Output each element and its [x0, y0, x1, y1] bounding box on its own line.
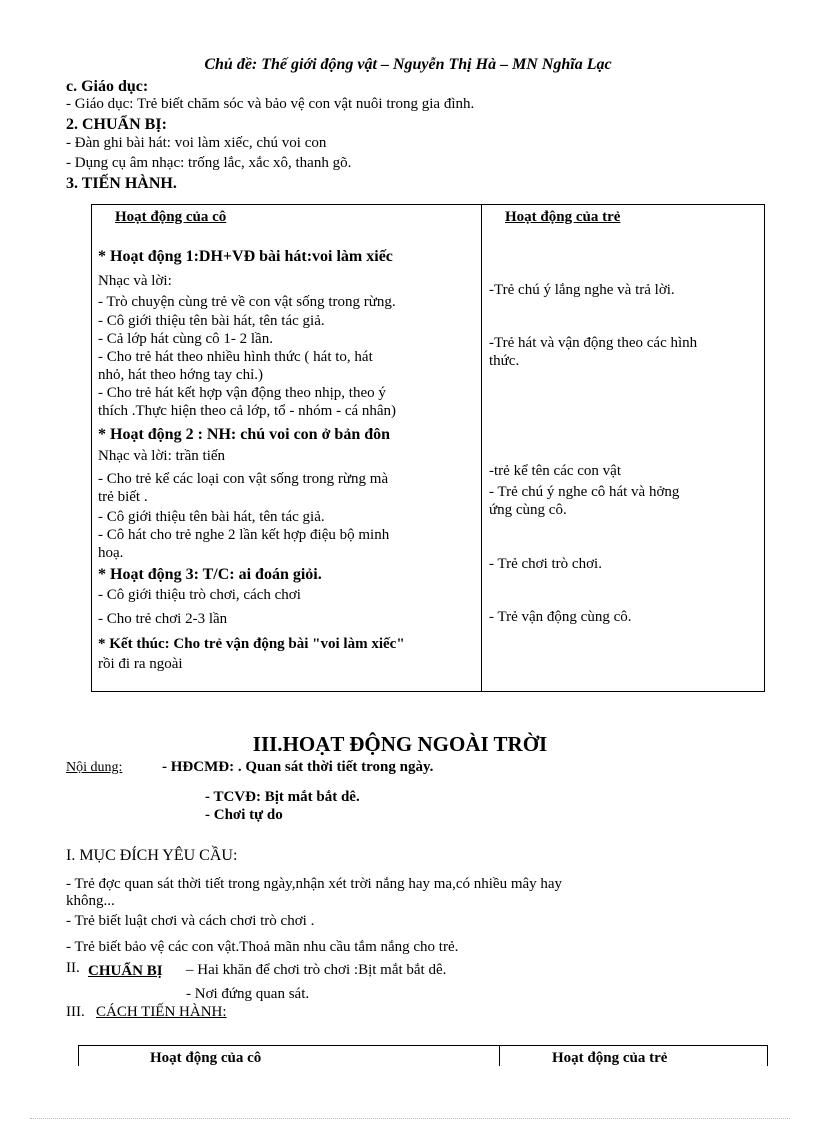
chuan-bi-heading: CHUẨN BỊ	[88, 963, 163, 979]
activity-line: - Cô giới thiệu tên bài hát, tên tác giả.	[98, 313, 325, 329]
chuan-bi-line: – Hai khăn để chơi trò chơi :Bịt mắt bắt dê.	[186, 962, 447, 978]
cach-tien-hanh-prefix: III.	[66, 1004, 85, 1020]
activity-line: Nhạc và lời: trần tiến	[98, 448, 226, 464]
activity-line: - Cô giới thiệu tên bài hát, tên tác giả.	[98, 509, 325, 525]
activity-line: * Hoạt động 2 : NH: chú voi con ở bản đôn	[98, 426, 391, 443]
section-c-text: - Giáo dục: Trẻ biết chăm sóc và bảo vệ con vật nuôi trong gia đình.	[66, 96, 475, 112]
child-activity-line: - Trẻ chơi trò chơi.	[489, 556, 602, 572]
section-3-heading: 3. TIẾN HÀNH.	[66, 175, 177, 192]
activity-line: - Cô giới thiệu trò chơi, cách chơi	[98, 587, 301, 603]
child-activity-line: - Trẻ chú ý nghe cô hát và hởng	[489, 484, 680, 500]
section-2-heading: 2. CHUẨN BỊ:	[66, 116, 167, 133]
activity-line: - Cho trẻ chơi 2-3 lần	[98, 611, 228, 627]
activity-line: - Cả lớp hát cùng cô 1- 2 lần.	[98, 331, 273, 347]
activity-line: * Hoạt động 1:DH+VĐ bài hát:voi làm xiếc	[98, 248, 393, 265]
page-footer-divider	[30, 1118, 790, 1119]
child-activity-line: thức.	[489, 353, 520, 369]
activity-line: Nhạc và lời:	[98, 273, 172, 289]
section-2-line2: - Dụng cụ âm nhạc: trống lắc, xắc xô, thanh gõ.	[66, 155, 352, 171]
table2-col2-header: Hoạt động của trẻ	[552, 1050, 668, 1066]
cach-tien-hanh-heading: CÁCH TIẾN HÀNH:	[96, 1004, 227, 1020]
child-activity-line: ứng cùng cô.	[489, 502, 567, 518]
activity-line: - Cho trẻ kể các loại con vật sống trong rừng mà	[98, 471, 389, 487]
child-activity-line: -Trẻ hát và vận động theo các hình	[489, 335, 698, 351]
activity-line: rồi đi ra ngoài	[98, 656, 183, 672]
child-activity-line: -Trẻ chú ý lắng nghe và trả lời.	[489, 282, 675, 298]
muc-dich-line: - Trẻ biết luật chơi và cách chơi trò chơi .	[66, 913, 315, 929]
section-2-line1: - Đàn ghi bài hát: voi làm xiếc, chú voi con	[66, 135, 327, 151]
table2-col1-header: Hoạt động của cô	[150, 1050, 262, 1066]
chuan-bi-line: - Nơi đứng quan sát.	[186, 986, 310, 1002]
muc-dich-line: - Trẻ biết bảo vệ các con vật.Thoả mãn nhu cầu tắm nắng cho trẻ.	[66, 939, 459, 955]
child-activity-line: -trẻ kể tên các con vật	[489, 463, 622, 479]
choi-tu-do-line: - Chơi tự do	[205, 807, 283, 823]
chuan-bi-prefix: II.	[66, 960, 80, 976]
hdcmd-line: - HĐCMĐ: . Quan sát thời tiết trong ngày.	[162, 759, 434, 775]
activity-line: hoạ.	[98, 545, 124, 561]
activity-line: trẻ biết .	[98, 489, 148, 505]
muc-dich-heading: I. MỤC ĐÍCH YÊU CẦU:	[66, 847, 238, 864]
table1-col2-header: Hoạt động của trẻ	[505, 209, 621, 225]
muc-dich-line: không...	[66, 893, 115, 909]
activity-line: * Kết thúc: Cho trẻ vận động bài "voi làm xiếc"	[98, 636, 405, 652]
activity-line: - Trò chuyện cùng trẻ về con vật sống trong rừng.	[98, 294, 396, 310]
noi-dung-label: Nội dung:	[66, 760, 123, 775]
activity-line: - Cô hát cho trẻ nghe 2 lần kết hợp điệu bộ minh	[98, 527, 390, 543]
table-divider	[481, 204, 482, 691]
activity-line: - Cho trẻ hát theo nhiều hình thức ( hát to, hát	[98, 349, 373, 365]
section-c-heading: c. Giáo dục:	[66, 78, 149, 95]
activity-line: * Hoạt động 3: T/C: ai đoán giỏi.	[98, 566, 322, 583]
muc-dich-line: - Trẻ đợc quan sát thời tiết trong ngày,nhận xét trời nắng hay ma,có nhiều mây hay	[66, 876, 563, 892]
table1-col1-header: Hoạt động của cô	[115, 209, 227, 225]
outdoor-table-divider	[499, 1045, 500, 1066]
page-header: Chủ đề: Thế giới động vật – Nguyễn Thị Hà – MN Nghĩa Lạc	[204, 56, 612, 73]
activity-line: thích .Thực hiện theo cả lớp, tổ - nhóm - cá nhân)	[98, 403, 397, 419]
outdoor-title: III.HOẠT ĐỘNG NGOÀI TRỜI	[252, 732, 548, 756]
activity-line: - Cho trẻ hát kết hợp vận động theo nhịp, theo ý	[98, 385, 386, 401]
activity-line: nhỏ, hát theo hớng tay chỉ.)	[98, 367, 263, 383]
tcvd-line: - TCVĐ: Bịt mắt bắt dê.	[205, 789, 360, 805]
child-activity-line: - Trẻ vận động cùng cô.	[489, 609, 632, 625]
